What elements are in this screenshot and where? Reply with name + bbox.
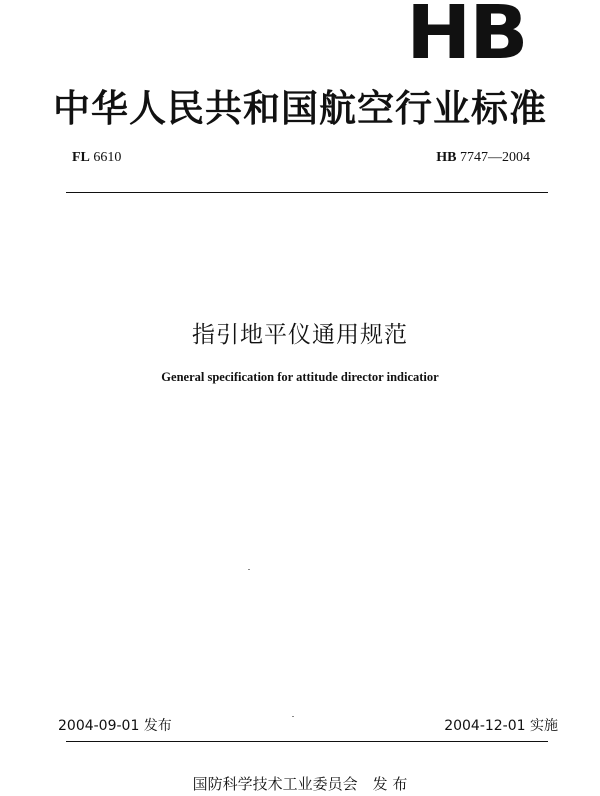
organization-title: 中华人民共和国航空行业标准 — [53, 87, 547, 130]
document-title-chinese: 指引地平仪通用规范 — [192, 322, 408, 348]
bottom-divider — [66, 741, 548, 742]
scan-speck — [248, 569, 250, 570]
top-divider — [66, 192, 548, 193]
scan-speck — [292, 716, 294, 717]
standard-code: 7747—2004 — [460, 150, 530, 165]
issue-date: 2004-09-01 发布 — [58, 718, 172, 734]
classification-prefix: FL — [72, 150, 90, 165]
issuing-authority: 国防科学技术工业委员会 发 布 — [192, 775, 408, 793]
document-title-english: General specification for attitude director indicatior — [161, 370, 439, 384]
effective-date: 2004-12-01 实施 — [444, 718, 558, 734]
standard-number — [436, 150, 530, 166]
hb-logo: HB — [405, 0, 526, 76]
standard-prefix: HB — [436, 150, 457, 165]
classification-code — [72, 150, 121, 166]
classification-number: 6610 — [93, 150, 122, 165]
